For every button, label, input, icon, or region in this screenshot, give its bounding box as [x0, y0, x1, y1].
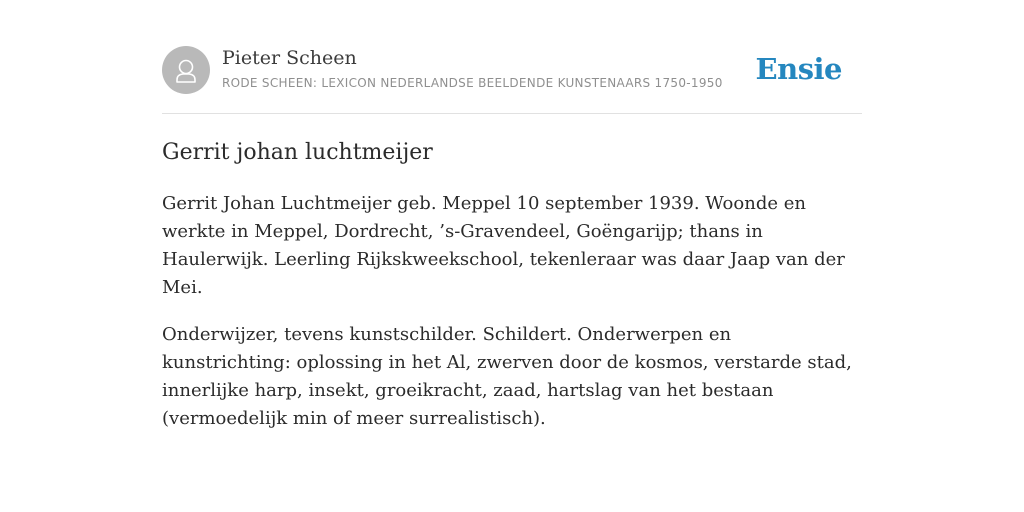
- article-paragraph: Onderwijzer, tevens kunstschilder. Schildert. Onderwerpen en kunstrichting: oplossing in het Al, zwerven door de kosmos, verstarde stad, innerlijke harp, insekt, groeikracht, zaad, hartslag van het bestaan (vermoedelijk min of meer surrealistisch).: [162, 324, 852, 429]
- ensie-logo[interactable]: Ensie: [755, 52, 842, 86]
- author-name[interactable]: Pieter Scheen: [222, 47, 357, 69]
- article-card: [162, 46, 862, 433]
- user-icon: [162, 46, 210, 94]
- source-label[interactable]: RODE SCHEEN: LEXICON NEDERLANDSE BEELDENDE KUNSTENAARS 1750-1950: [222, 76, 723, 90]
- article-paragraph: Gerrit Johan Luchtmeijer geb. Meppel 10 september 1939. Woonde en werkte in Meppel, Dordrecht, ’s-Gravendeel, Goëngarijp; thans in Haulerwijk. Leerling Rijkskweekschool, tekenleraar was daar Jaap van der Mei.: [162, 193, 845, 298]
- article-body: [162, 190, 862, 433]
- avatar[interactable]: [162, 46, 210, 94]
- article-header: [162, 46, 862, 114]
- article-title: Gerrit johan luchtmeijer: [162, 140, 433, 165]
